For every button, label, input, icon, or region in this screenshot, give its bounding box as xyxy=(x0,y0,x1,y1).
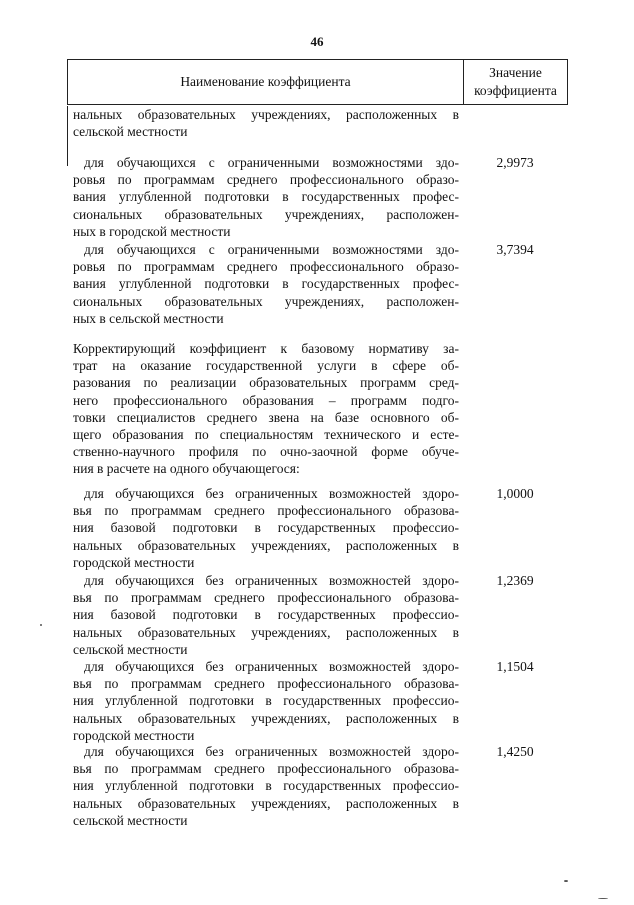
row-text-line: ния углубленной подготовки в государственных профессио- xyxy=(73,693,459,709)
row-text-line: сельской местности xyxy=(73,641,188,657)
row-text-line: трат на оказание государственной услуги в сфере об- xyxy=(73,358,459,374)
row-text-line: нальных образовательных учреждениях, расположенных в xyxy=(73,710,459,726)
table-row xyxy=(73,340,459,478)
table-row xyxy=(73,743,459,829)
column-header-value xyxy=(464,60,567,104)
scan-speck xyxy=(598,898,608,899)
row-text-line: вания углубленной подготовки в государственных профес- xyxy=(73,189,459,205)
row-text-line: ственно-научного профиля по очно-заочной форме обуче- xyxy=(73,444,459,460)
coefficient-value: 1,4250 xyxy=(496,744,534,759)
column-header-value-line2: коэффициента xyxy=(474,83,557,98)
row-text-line: ных в сельской местности xyxy=(73,310,224,326)
row-text-line: ных в городской местности xyxy=(73,223,231,239)
row-text-line: вья по программам среднего профессионального образова- xyxy=(73,761,459,777)
row-text-line: вья по программам среднего профессионального образова- xyxy=(73,676,459,692)
row-text-line: Корректирующий коэффициент к базовому нормативу за- xyxy=(73,341,459,356)
row-text-line: товки специалистов среднего звена на базе основного об- xyxy=(73,409,459,425)
row-text-line: вья по программам среднего профессионального образова- xyxy=(73,503,459,519)
row-text-line: ния углубленной подготовки в государственных профессио- xyxy=(73,778,459,794)
row-text-line: вья по программам среднего профессионального образова- xyxy=(73,590,459,606)
table-row xyxy=(73,241,459,327)
page-number: 46 xyxy=(310,34,324,49)
row-text-line: щего образования по специальностям технического и есте- xyxy=(73,426,459,442)
row-text-line: сельской местности xyxy=(73,124,188,140)
coefficient-value: 3,7394 xyxy=(496,242,534,257)
row-text-line: нальных образовательных учреждениях, расположенных в xyxy=(73,537,459,553)
coefficient-value: 1,0000 xyxy=(496,486,534,501)
table-row xyxy=(73,485,459,571)
row-text-line: ровья по программам среднего профессионального образо- xyxy=(73,172,459,188)
row-text-line: городской местности xyxy=(73,727,195,743)
row-text-line: сельской местности xyxy=(73,812,188,828)
row-text-line: нальных образовательных учреждениях, расположенных в xyxy=(73,624,459,640)
row-text-line: ровья по программам среднего профессионального образо- xyxy=(73,259,459,275)
coefficient-value: 1,1504 xyxy=(496,659,534,674)
coefficient-value: 1,2369 xyxy=(496,573,534,588)
row-text-line: нальных образовательных учреждениях, расположенных в xyxy=(73,107,459,122)
table-left-border xyxy=(67,106,68,166)
row-text-line: для обучающихся с ограниченными возможностями здо- xyxy=(84,242,459,257)
row-text-line: разования по реализации образовательных программ сред- xyxy=(73,375,459,391)
table-header xyxy=(67,59,568,105)
row-text-line: ния базовой подготовки в государственных профессио- xyxy=(73,520,459,536)
table-row xyxy=(73,106,459,140)
row-text-line: него профессионального образования – программ подго- xyxy=(73,392,459,408)
row-text-line: для обучающихся без ограниченных возможностей здоро- xyxy=(84,486,459,501)
scan-speck xyxy=(564,880,568,882)
column-header-value-line1: Значение xyxy=(489,65,542,80)
row-text-line: ния в расчете на одного обучающегося: xyxy=(73,461,300,477)
table-row xyxy=(73,154,459,240)
table-row xyxy=(73,658,459,744)
row-text-line: городской местности xyxy=(73,554,195,570)
row-text-line: сиональных образовательных учреждениях, расположен- xyxy=(73,293,459,309)
coefficient-value: 2,9973 xyxy=(496,155,534,170)
row-text-line: вания углубленной подготовки в государственных профес- xyxy=(73,276,459,292)
table-row xyxy=(73,572,459,658)
row-text-line: для обучающихся с ограниченными возможностями здо- xyxy=(84,155,459,170)
row-text-line: для обучающихся без ограниченных возможностей здоро- xyxy=(84,744,459,759)
row-text-line: сиональных образовательных учреждениях, расположен- xyxy=(73,206,459,222)
column-header-name: Наименование коэффициента xyxy=(68,60,464,104)
row-text-line: для обучающихся без ограниченных возможностей здоро- xyxy=(84,659,459,674)
scan-speck xyxy=(40,624,42,626)
row-text-line: для обучающихся без ограниченных возможностей здоро- xyxy=(84,573,459,588)
row-text-line: нальных образовательных учреждениях, расположенных в xyxy=(73,795,459,811)
row-text-line: ния базовой подготовки в государственных профессио- xyxy=(73,607,459,623)
